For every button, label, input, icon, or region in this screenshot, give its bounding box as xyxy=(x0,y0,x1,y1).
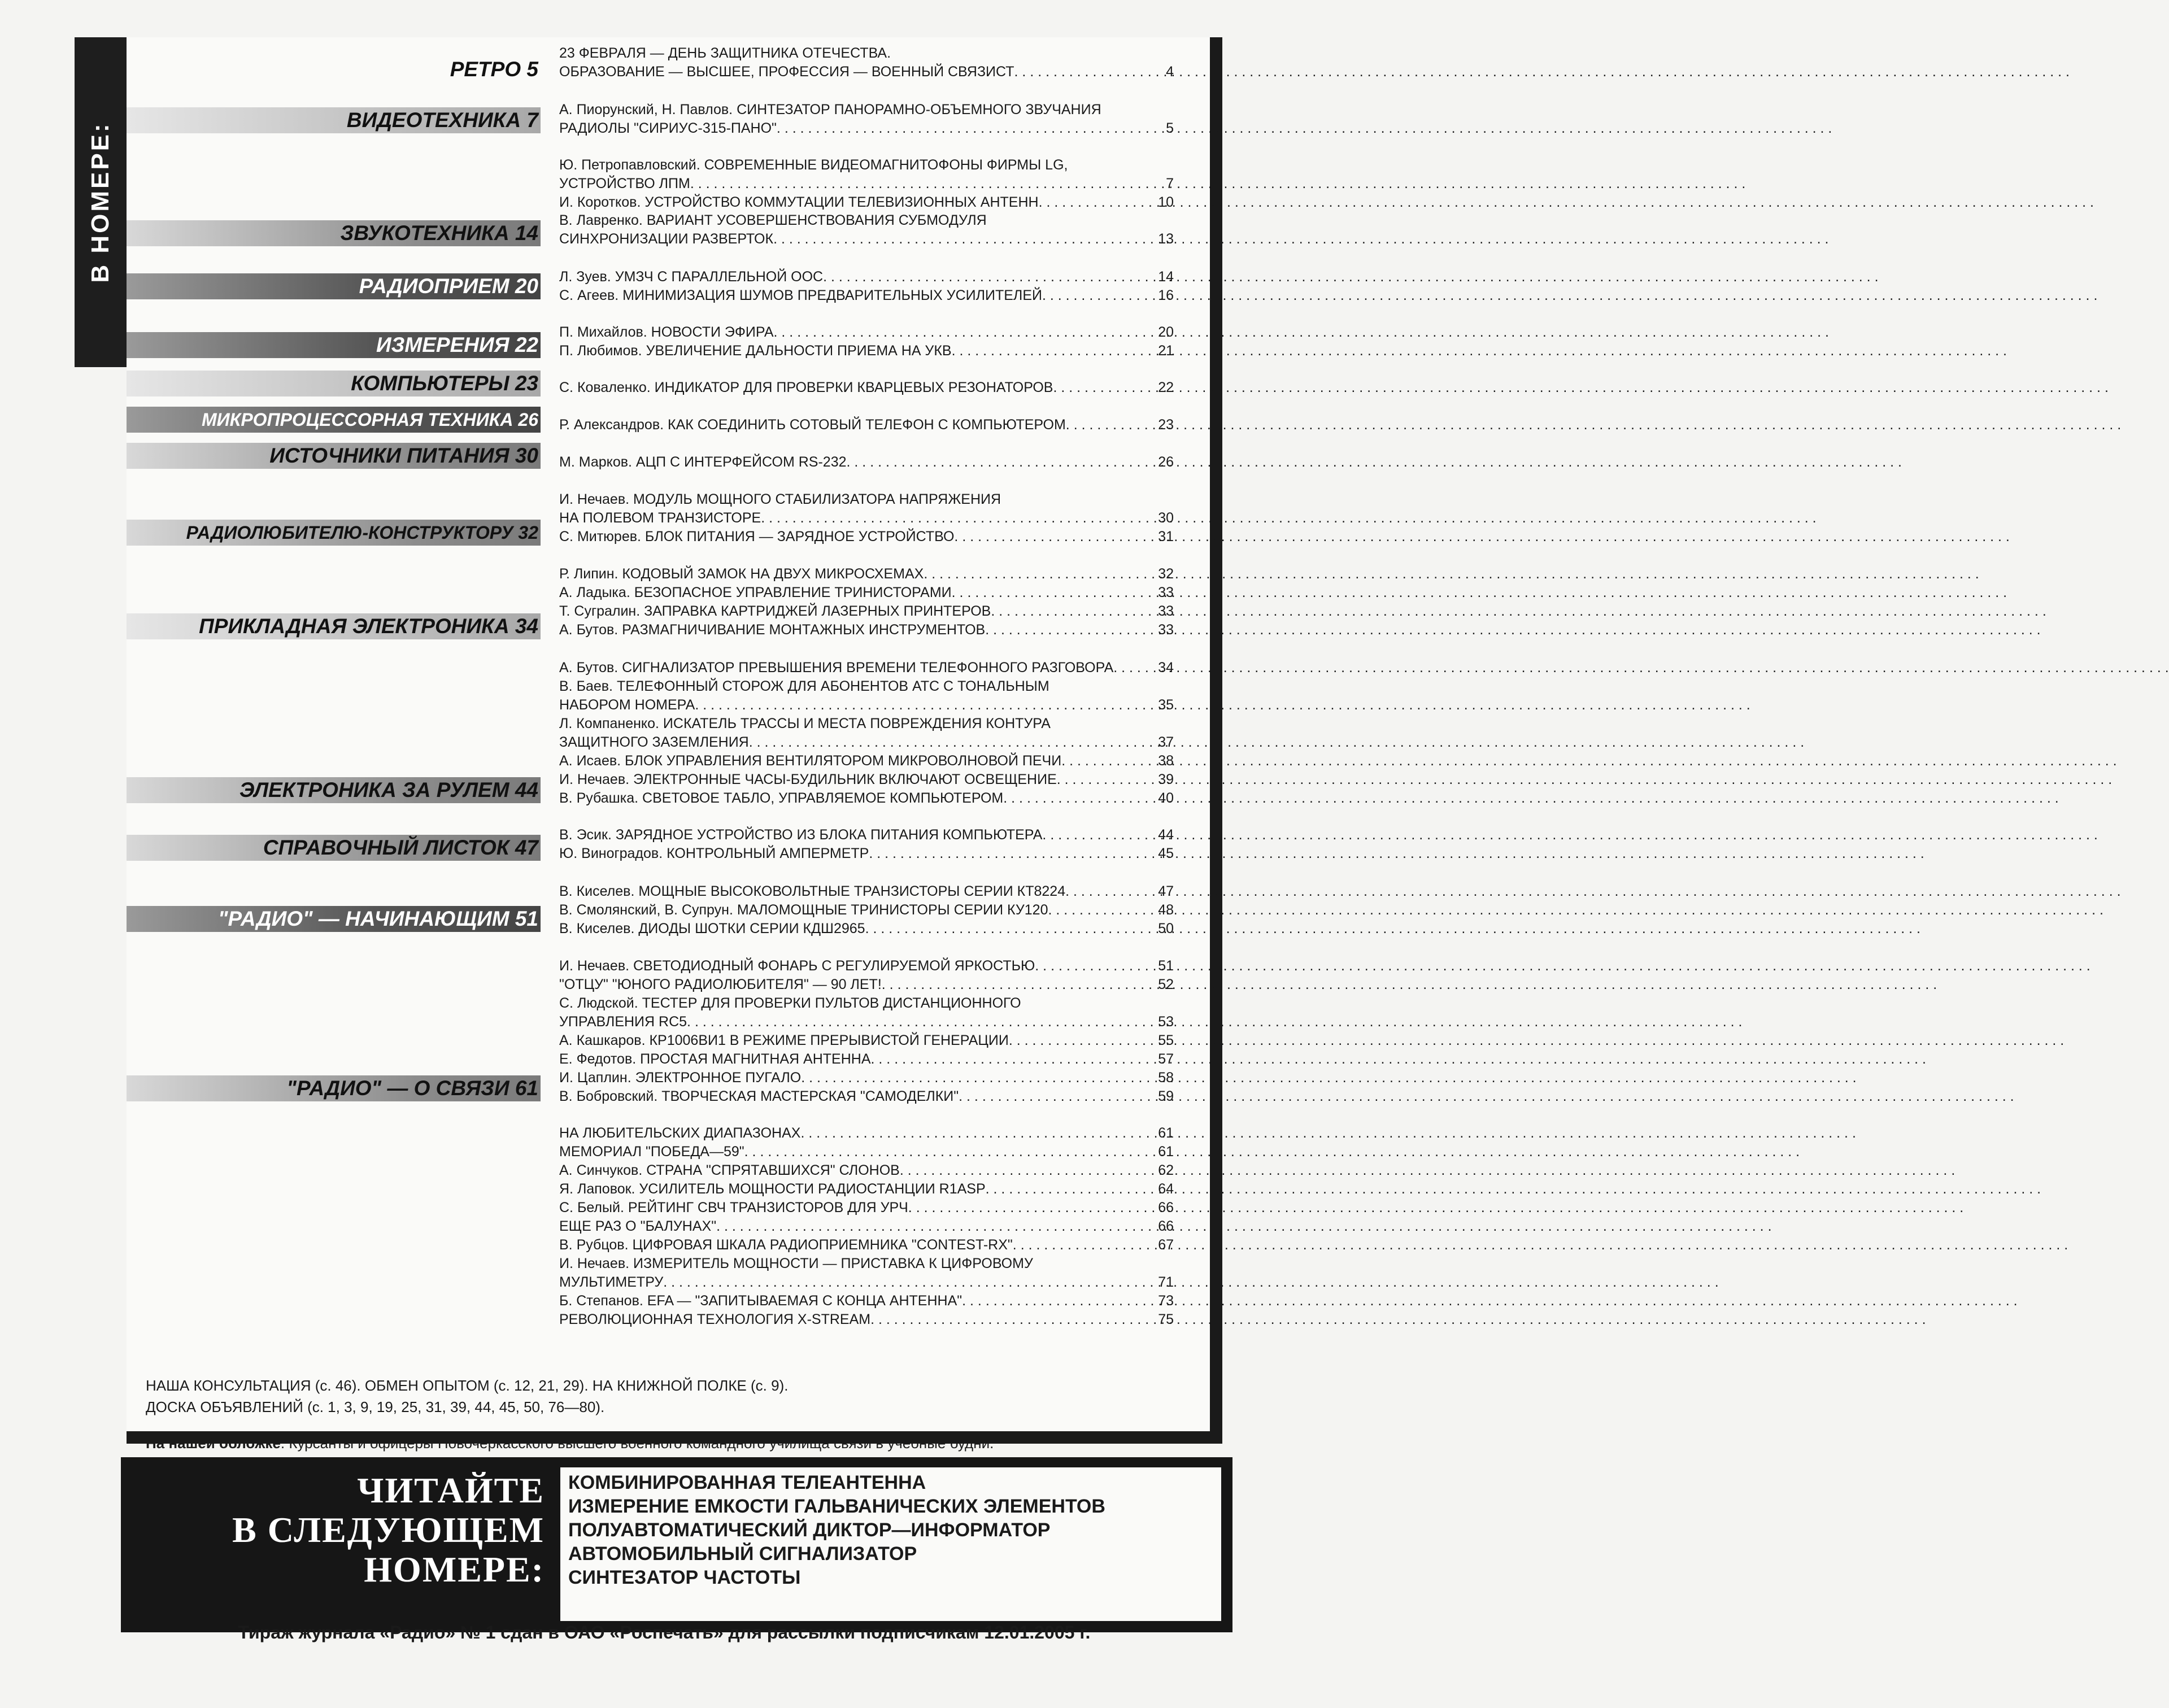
toc-entry xyxy=(559,901,1174,920)
leader-dots xyxy=(749,733,1156,752)
toc-entry xyxy=(559,696,1174,714)
toc-page-number: 33 xyxy=(1158,603,1174,619)
next-issue-item: СИНТЕЗАТОР ЧАСТОТЫ xyxy=(568,1567,801,1588)
rubric-heading: ЗВУКОТЕХНИКА 14 xyxy=(127,220,541,246)
toc-entry-title: В. Рубцов. ЦИФРОВАЯ ШКАЛА РАДИОПРИЕМНИКА "CONTEST-RX" xyxy=(559,1237,1013,1253)
leader-dots xyxy=(687,1013,1156,1031)
toc-entry-title: Ю. Виноградов. КОНТРОЛЬНЫЙ АМПЕРМЕТР xyxy=(559,846,869,861)
toc-page-number: 33 xyxy=(1158,622,1174,638)
footer-line-1: НАША КОНСУЛЬТАЦИЯ (с. 46). ОБМЕН ОПЫТОМ (с. 12, 21, 29). НА КНИЖНОЙ ПОЛКЕ (с. 9). xyxy=(146,1377,789,1394)
toc-page-number: 59 xyxy=(1158,1088,1174,1104)
toc-entry-title: С. Агеев. МИНИМИЗАЦИЯ ШУМОВ ПРЕДВАРИТЕЛЬНЫХ УСИЛИТЕЛЕЙ xyxy=(559,287,1042,303)
toc-entry-title: В. Киселев. ДИОДЫ ШОТКИ СЕРИИ КДШ2965 xyxy=(559,921,865,936)
rubric-heading: ИЗМЕРЕНИЯ 22 xyxy=(127,332,541,358)
next-issue-banner xyxy=(121,1457,1232,1632)
leader-dots xyxy=(952,342,1156,360)
toc-entry xyxy=(559,528,1174,546)
toc-page-number: 7 xyxy=(1166,176,1174,191)
toc-entry-title: А. Бутов. РАЗМАГНИЧИВАНИЕ МОНТАЖНЫХ ИНСТРУМЕНТОВ xyxy=(559,622,986,638)
toc-entry xyxy=(559,416,1174,434)
toc-entry xyxy=(559,1031,1174,1050)
leader-dots xyxy=(882,975,1156,994)
toc-entry-title: С. Коваленко. ИНДИКАТОР ДЛЯ ПРОВЕРКИ КВАРЦЕВЫХ РЕЗОНАТОРОВ xyxy=(559,380,1053,395)
toc-page-number: 44 xyxy=(1158,827,1174,843)
leader-dots xyxy=(1013,1236,1156,1254)
toc-entry-title: В. Бобровский. ТВОРЧЕСКАЯ МАСТЕРСКАЯ "САМОДЕЛКИ" xyxy=(559,1088,959,1104)
rubric-heading: ЭЛЕКТРОНИКА ЗА РУЛЕМ 44 xyxy=(127,777,541,803)
toc-page-number: 52 xyxy=(1158,977,1174,992)
rubric-heading: "РАДИО" — НАЧИНАЮЩИМ 51 xyxy=(127,906,541,932)
next-issue-lead-line: ЧИТАЙТЕ xyxy=(357,1470,545,1510)
leader-dots xyxy=(1053,378,1156,397)
toc-page-number: 23 xyxy=(1158,417,1174,433)
side-tab xyxy=(75,37,127,367)
toc-page-number: 38 xyxy=(1158,753,1174,769)
cover-note-text: . Курсанты и офицеры Новочеркасского высшего военного командного училища связи в учебные будни. xyxy=(280,1435,994,1452)
toc-section xyxy=(559,565,1174,639)
toc-entry-title: И. Коротков. УСТРОЙСТВО КОММУТАЦИИ ТЕЛЕВИЗИОННЫХ АНТЕНН xyxy=(559,194,1039,210)
leader-dots xyxy=(663,1273,1156,1292)
rubric-heading: ВИДЕОТЕХНИКА 7 xyxy=(127,107,541,133)
leader-dots xyxy=(1042,826,1156,844)
toc-line: А. Пиорунский, Н. Павлов. СИНТЕЗАТОР ПАНОРАМНО-ОБЪЕМНОГО ЗВУЧАНИЯ xyxy=(559,102,1101,117)
toc-entry-title: А. Бутов. СИГНАЛИЗАТОР ПРЕВЫШЕНИЯ ВРЕМЕНИ ТЕЛЕФОННОГО РАЗГОВОРА xyxy=(559,660,1114,676)
leader-dots xyxy=(773,230,1156,249)
toc-line: Л. Компаненко. ИСКАТЕЛЬ ТРАССЫ И МЕСТА ПОВРЕЖДЕНИЯ КОНТУРА xyxy=(559,716,1051,731)
rubric-heading: КОМПЬЮТЕРЫ 23 xyxy=(127,371,541,396)
cover-note-bold: На нашей обложке xyxy=(146,1435,281,1452)
toc-section xyxy=(559,268,1174,305)
leader-dots xyxy=(774,323,1156,342)
toc-entry-title: ОБРАЗОВАНИЕ — ВЫСШЕЕ, ПРОФЕССИЯ — ВОЕННЫЙ СВЯЗИСТ xyxy=(559,64,1014,80)
toc-entry-title: А. Исаев. БЛОК УПРАВЛЕНИЯ ВЕНТИЛЯТОРОМ МИКРОВОЛНОВОЙ ПЕЧИ xyxy=(559,753,1062,769)
toc-page-number: 35 xyxy=(1158,697,1174,713)
next-issue-lead-line: НОМЕРЕ: xyxy=(364,1549,545,1589)
toc-page-number: 73 xyxy=(1158,1293,1174,1309)
toc-entry xyxy=(559,1310,1174,1329)
toc-entry-title: "ОТЦУ" "ЮНОГО РАДИОЛЮБИТЕЛЯ" — 90 ЛЕТ! xyxy=(559,977,882,992)
toc-entry xyxy=(559,453,1174,472)
toc-entry xyxy=(559,509,1174,528)
toc-entry xyxy=(559,920,1174,938)
toc-page-number: 10 xyxy=(1158,194,1174,210)
toc-page-number: 71 xyxy=(1158,1274,1174,1290)
leader-dots xyxy=(985,621,1156,639)
toc-entry-title: С. Белый. РЕЙТИНГ СВЧ ТРАНЗИСТОРОВ ДЛЯ УРЧ xyxy=(559,1200,908,1215)
toc-entry xyxy=(559,602,1174,621)
toc-entry xyxy=(559,378,1174,397)
toc-entry xyxy=(559,733,1174,752)
toc-entry-title: Р. Липин. КОДОВЫЙ ЗАМОК НА ДВУХ МИКРОСХЕМАХ xyxy=(559,566,924,582)
toc-entry xyxy=(559,621,1174,639)
toc-entry-title: НА ПОЛЕВОМ ТРАНЗИСТОРЕ xyxy=(559,510,761,526)
toc-page-number: 67 xyxy=(1158,1237,1174,1253)
toc-entry-title: М. Марков. АЦП С ИНТЕРФЕЙСОМ RS-232 xyxy=(559,454,847,470)
toc-line: И. Нечаев. МОДУЛЬ МОЩНОГО СТАБИЛИЗАТОРА НАПРЯЖЕНИЯ xyxy=(559,491,1001,507)
toc-page-number: 48 xyxy=(1158,902,1174,918)
toc-page-number: 53 xyxy=(1158,1014,1174,1030)
toc-entry-title: И. Нечаев. ЭЛЕКТРОННЫЕ ЧАСЫ-БУДИЛЬНИК ВКЛЮЧАЮТ ОСВЕЩЕНИЕ xyxy=(559,772,1057,787)
toc-page-number: 50 xyxy=(1158,921,1174,936)
leader-dots xyxy=(1048,901,1156,920)
toc-section xyxy=(559,882,1174,938)
toc-entry-title: Л. Зуев. УМЗЧ С ПАРАЛЛЕЛЬНОЙ ООС xyxy=(559,269,824,285)
toc-page-number: 58 xyxy=(1158,1070,1174,1086)
toc-section xyxy=(559,826,1174,863)
side-tab-label: В НОМЕРЕ: xyxy=(86,121,114,283)
leader-dots xyxy=(1014,63,1164,81)
toc-page-number: 16 xyxy=(1158,287,1174,303)
leader-dots xyxy=(761,509,1156,528)
toc-section xyxy=(559,378,1174,397)
toc-entry xyxy=(559,770,1174,789)
contents-panel xyxy=(127,37,1222,1452)
toc-entry xyxy=(559,583,1174,602)
toc-entry-title: В. Эсик. ЗАРЯДНОЕ УСТРОЙСТВО ИЗ БЛОКА ПИТАНИЯ КОМПЬЮТЕРА xyxy=(559,827,1043,843)
toc-page-number: 61 xyxy=(1158,1144,1174,1160)
toc-entry xyxy=(559,1236,1174,1254)
toc-page-number: 61 xyxy=(1158,1125,1174,1141)
toc-section xyxy=(559,659,1174,677)
toc-section xyxy=(559,453,1174,472)
rubric-heading: РЕТРО 5 xyxy=(450,58,538,81)
toc-entry xyxy=(559,1124,1174,1143)
toc-entry xyxy=(559,1087,1174,1106)
leader-dots xyxy=(1113,659,1156,677)
next-issue-item: ИЗМЕРЕНИЕ ЕМКОСТИ ГАЛЬВАНИЧЕСКИХ ЭЛЕМЕНТОВ xyxy=(568,1496,1105,1517)
toc-entry-title: УПРАВЛЕНИЯ RC5 xyxy=(559,1014,687,1030)
toc-entry xyxy=(559,1013,1174,1031)
toc-entry xyxy=(559,1050,1174,1069)
toc-page-number: 51 xyxy=(1158,958,1174,974)
toc-page-number: 34 xyxy=(1158,660,1174,676)
leader-dots xyxy=(800,1124,1156,1143)
toc-entry xyxy=(559,286,1174,305)
toc-entry-title: Е. Федотов. ПРОСТАЯ МАГНИТНАЯ АНТЕННА xyxy=(559,1051,871,1067)
toc-section xyxy=(559,1254,1174,1329)
rubric-heading: "РАДИО" — О СВЯЗИ 61 xyxy=(127,1075,541,1101)
toc-page-number: 32 xyxy=(1158,566,1174,582)
toc-entry-title: Я. Лаповок. УСИЛИТЕЛЬ МОЩНОСТИ РАДИОСТАНЦИИ R1ASP xyxy=(559,1181,986,1197)
toc-section xyxy=(559,416,1174,434)
toc-entry-title: А. Синчуков. СТРАНА "СПРЯТАВШИХСЯ" СЛОНОВ xyxy=(559,1162,900,1178)
next-issue-lead-line: В СЛЕДУЮЩЕМ xyxy=(232,1510,545,1550)
toc-entry-title: МЕМОРИАЛ "ПОБЕДА—59" xyxy=(559,1144,744,1160)
toc-section xyxy=(559,714,1174,808)
leader-dots xyxy=(1066,416,1156,434)
toc-line: В. Баев. ТЕЛЕФОННЫЙ СТОРОЖ ДЛЯ АБОНЕНТОВ АТС С ТОНАЛЬНЫМ xyxy=(559,678,1049,694)
toc-entry-title: ЗАЩИТНОГО ЗАЗЕМЛЕНИЯ xyxy=(559,734,749,750)
toc-entry xyxy=(559,1161,1174,1180)
toc-page-number: 55 xyxy=(1158,1032,1174,1048)
toc-entry xyxy=(559,826,1174,844)
leader-dots xyxy=(695,696,1156,714)
leader-dots xyxy=(870,1310,1156,1329)
toc-line: И. Нечаев. ИЗМЕРИТЕЛЬ МОЩНОСТИ — ПРИСТАВКА К ЦИФРОВОМУ xyxy=(559,1256,1033,1271)
next-issue-item: КОМБИНИРОВАННАЯ ТЕЛЕАНТЕННА xyxy=(568,1472,926,1493)
toc-entry xyxy=(559,789,1174,808)
toc-page-number: 33 xyxy=(1158,585,1174,600)
toc-page-number: 26 xyxy=(1158,454,1174,470)
leader-dots xyxy=(716,1217,1156,1236)
toc-line: Ю. Петропавловский. СОВРЕМЕННЫЕ ВИДЕОМАГНИТОФОНЫ ФИРМЫ LG, xyxy=(559,157,1068,173)
toc-page-number: 14 xyxy=(1158,269,1174,285)
toc-page-number: 13 xyxy=(1158,231,1174,247)
toc-entry xyxy=(559,268,1174,286)
toc-entry xyxy=(559,342,1174,360)
leader-dots xyxy=(744,1143,1156,1161)
next-issue-list xyxy=(560,1467,1221,1621)
rubric-heading: МИКРОПРОЦЕССОРНАЯ ТЕХНИКА 26 xyxy=(127,407,541,433)
toc-line: С. Людской. ТЕСТЕР ДЛЯ ПРОВЕРКИ ПУЛЬТОВ ДИСТАНЦИОННОГО xyxy=(559,995,1021,1011)
leader-dots xyxy=(1003,789,1156,808)
toc-entry xyxy=(559,752,1174,770)
toc-line: 23 ФЕВРАЛЯ — ДЕНЬ ЗАЩИТНИКА ОТЕЧЕСТВА. xyxy=(559,45,891,61)
toc-page-number: 75 xyxy=(1158,1312,1174,1327)
toc-entry-title: НА ЛЮБИТЕЛЬСКИХ ДИАПАЗОНАХ xyxy=(559,1125,801,1141)
toc-page-number: 66 xyxy=(1158,1218,1174,1234)
toc-page-number: 57 xyxy=(1158,1051,1174,1067)
toc-section xyxy=(559,490,1174,546)
toc-section xyxy=(559,957,1174,994)
leader-dots xyxy=(1065,882,1156,901)
toc-entry xyxy=(559,1143,1174,1161)
toc-section xyxy=(559,1124,1174,1254)
toc-entry-title: И. Цаплин. ЭЛЕКТРОННОЕ ПУГАЛО xyxy=(559,1070,802,1086)
toc-entry xyxy=(559,659,1174,677)
cover-note xyxy=(146,1432,994,1454)
toc-section xyxy=(559,994,1174,1106)
leader-dots xyxy=(1039,193,1156,212)
toc-entry-title: И. Нечаев. СВЕТОДИОДНЫЙ ФОНАРЬ С РЕГУЛИРУЕМОЙ ЯРКОСТЬЮ xyxy=(559,958,1035,974)
toc-entry-title: ЕЩЕ РАЗ О "БАЛУНАХ" xyxy=(559,1218,717,1234)
toc-entry xyxy=(559,230,1174,249)
toc-entry xyxy=(559,975,1174,994)
toc-entry-title: А. Ладыка. БЕЗОПАСНОЕ УПРАВЛЕНИЕ ТРИНИСТОРАМИ xyxy=(559,585,952,600)
leader-dots xyxy=(900,1161,1156,1180)
toc-section xyxy=(559,211,1174,249)
leader-dots xyxy=(1035,957,1156,975)
toc-entry-title: РЕВОЛЮЦИОННАЯ ТЕХНОЛОГИЯ X-STREAM xyxy=(559,1312,871,1327)
toc-entry-title: П. Любимов. УВЕЛИЧЕНИЕ ДАЛЬНОСТИ ПРИЕМА НА УКВ xyxy=(559,343,952,359)
toc-page-number: 5 xyxy=(1166,120,1174,136)
toc-entry xyxy=(559,193,1174,212)
leader-dots xyxy=(847,453,1156,472)
leader-dots xyxy=(1061,752,1156,770)
footer-line-2: ДОСКА ОБЪЯВЛЕНИЙ (с. 1, 3, 9, 19, 25, 31, 39, 44, 45, 50, 76—80). xyxy=(146,1398,605,1415)
next-issue-lead xyxy=(121,1457,555,1632)
rubric-heading: РАДИОЛЮБИТЕЛЮ-КОНСТРУКТОРУ 32 xyxy=(127,520,541,546)
toc-entry-title: Т. Сугралин. ЗАПРАВКА КАРТРИДЖЕЙ ЛАЗЕРНЫХ ПРИНТЕРОВ xyxy=(559,603,991,619)
toc-section xyxy=(559,44,1174,81)
toc-page-number: 47 xyxy=(1158,883,1174,899)
toc-page-number: 31 xyxy=(1158,529,1174,544)
toc-entry-title: Р. Александров. КАК СОЕДИНИТЬ СОТОВЫЙ ТЕЛЕФОН С КОМПЬЮТЕРОМ xyxy=(559,417,1066,433)
rubric-heading: РАДИОПРИЕМ 20 xyxy=(127,273,541,299)
leader-dots xyxy=(986,1180,1156,1199)
next-issue-item: АВТОМОБИЛЬНЫЙ СИГНАЛИЗАТОР xyxy=(568,1543,917,1565)
leader-dots xyxy=(869,844,1156,863)
toc-entry xyxy=(559,1069,1174,1087)
toc-entry-title: А. Кашкаров. КР1006ВИ1 В РЕЖИМЕ ПРЕРЫВИСТОЙ ГЕНЕРАЦИИ xyxy=(559,1032,1009,1048)
toc-entry-title: МУЛЬТИМЕТРУ xyxy=(559,1274,664,1290)
toc-page-number: 21 xyxy=(1158,343,1174,359)
toc-section xyxy=(559,677,1174,714)
toc-entry-title: УСТРОЙСТВО ЛПМ xyxy=(559,176,690,191)
toc-page-number: 30 xyxy=(1158,510,1174,526)
toc-page-number: 22 xyxy=(1158,380,1174,395)
toc-entry xyxy=(559,1180,1174,1199)
toc-entry xyxy=(559,175,1174,193)
leader-dots xyxy=(777,119,1164,138)
leader-dots xyxy=(865,920,1156,938)
leader-dots xyxy=(908,1199,1156,1217)
leader-dots xyxy=(823,268,1156,286)
toc-entry xyxy=(559,1273,1174,1292)
toc-entry-title: СИНХРОНИЗАЦИИ РАЗВЕРТОК xyxy=(559,231,774,247)
toc-section xyxy=(559,156,1174,212)
rubric-heading: ИСТОЧНИКИ ПИТАНИЯ 30 xyxy=(127,443,541,469)
leader-dots xyxy=(1009,1031,1156,1050)
toc-page-number: 62 xyxy=(1158,1162,1174,1178)
toc-entry xyxy=(559,323,1174,342)
leader-dots xyxy=(1057,770,1156,789)
toc-page-number: 64 xyxy=(1158,1181,1174,1197)
leader-dots xyxy=(924,565,1156,583)
toc-entry xyxy=(559,119,1174,138)
toc-entry xyxy=(559,1199,1174,1217)
toc-entry xyxy=(559,1292,1174,1310)
toc-section xyxy=(559,323,1174,360)
toc-entry xyxy=(559,844,1174,863)
toc-section xyxy=(559,101,1174,138)
toc-entry-title: С. Митюрев. БЛОК ПИТАНИЯ — ЗАРЯДНОЕ УСТРОЙСТВО xyxy=(559,529,955,544)
toc-entry-title: РАДИОЛЫ "СИРИУС-315-ПАНО" xyxy=(559,120,777,136)
toc-entry xyxy=(559,1217,1174,1236)
rubric-heading: ПРИКЛАДНАЯ ЭЛЕКТРОНИКА 34 xyxy=(127,613,541,639)
toc-line: В. Лавренко. ВАРИАНТ УСОВЕРШЕНСТВОВАНИЯ СУБМОДУЛЯ xyxy=(559,212,987,228)
toc-entry xyxy=(559,565,1174,583)
toc-entry-title: НАБОРОМ НОМЕРА xyxy=(559,697,695,713)
toc-page-number: 37 xyxy=(1158,734,1174,750)
leader-dots xyxy=(954,528,1156,546)
toc-entry-title: В. Смолянский, В. Супрун. МАЛОМОЩНЫЕ ТРИНИСТОРЫ СЕРИИ КУ120 xyxy=(559,902,1048,918)
toc-entry-title: В. Киселев. МОЩНЫЕ ВЫСОКОВОЛЬТНЫЕ ТРАНЗИСТОРЫ СЕРИИ КТ8224 xyxy=(559,883,1066,899)
leader-dots xyxy=(952,583,1156,602)
leader-dots xyxy=(962,1292,1156,1310)
toc-entry xyxy=(559,63,1174,81)
circulation-note: Тираж журнала «Радио» № 1 сдан в ОАО «Роспечать» для рассылки подписчикам 12.01.2005 г. xyxy=(238,1622,1091,1642)
rubric-heading: СПРАВОЧНЫЙ ЛИСТОК 47 xyxy=(127,835,541,861)
toc-page-number: 39 xyxy=(1158,772,1174,787)
toc-entry xyxy=(559,957,1174,975)
toc-entry-title: П. Михайлов. НОВОСТИ ЭФИРА xyxy=(559,324,774,340)
toc-entry-title: В. Рубашка. СВЕТОВОЕ ТАБЛО, УПРАВЛЯЕМОЕ КОМПЬЮТЕРОМ xyxy=(559,790,1004,806)
toc-page-number: 66 xyxy=(1158,1200,1174,1215)
toc-page-number: 20 xyxy=(1158,324,1174,340)
leader-dots xyxy=(1042,286,1156,305)
next-issue-item: ПОЛУАВТОМАТИЧЕСКИЙ ДИКТОР—ИНФОРМАТОР xyxy=(568,1519,1051,1541)
toc-entry xyxy=(559,882,1174,901)
leader-dots xyxy=(959,1087,1156,1106)
toc-page-number: 4 xyxy=(1166,64,1174,80)
toc-page-number: 45 xyxy=(1158,846,1174,861)
toc-page-number: 40 xyxy=(1158,790,1174,806)
leader-dots xyxy=(801,1069,1156,1087)
toc-entry-title: Б. Степанов. EFA — "ЗАПИТЫВАЕМАЯ С КОНЦА АНТЕННА" xyxy=(559,1293,962,1309)
leader-dots xyxy=(871,1050,1156,1069)
leader-dots xyxy=(991,602,1156,621)
leader-dots xyxy=(690,175,1164,193)
